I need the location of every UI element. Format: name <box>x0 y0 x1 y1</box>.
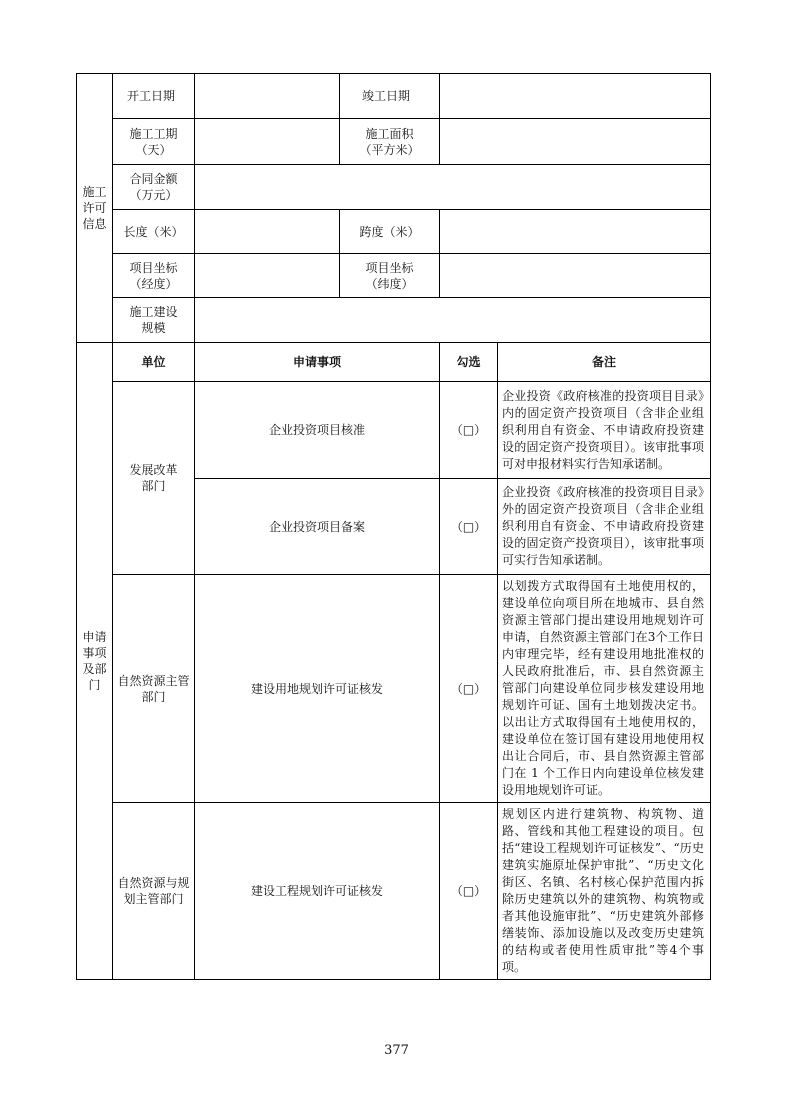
checkbox[interactable]: （□） <box>440 575 498 803</box>
length-field[interactable] <box>195 210 340 254</box>
unit-natural-resources: 自然资源主管 部门 <box>113 575 195 803</box>
row-dates <box>77 74 711 119</box>
area-field[interactable] <box>440 119 711 165</box>
label-contract-amount: 合同金额 （万元） <box>113 165 195 210</box>
table-row <box>77 575 711 803</box>
header-check: 勾选 <box>440 343 498 382</box>
row-coordinates <box>77 254 711 298</box>
duration-field[interactable] <box>195 119 340 165</box>
label-longitude: 项目坐标 （经度） <box>113 254 195 298</box>
row-duration-area <box>77 119 711 165</box>
label-area: 施工面积 （平方米） <box>340 119 440 165</box>
header-remark: 备注 <box>498 343 711 382</box>
remark-text: 规划区内进行建筑物、构筑物、道路、管线和其他工程建设的项目。包括“建设工程规划许可证核发”、“历史建筑实施原址保护审批”、“历史文化街区、名镇、名村核心保护范围内拆除历史建筑以外的建筑物、构筑物或者其他设施审批”、“历史建筑外部修缮装饰、添加设施以及改变历史建筑的结构或者使用性质审批”等4个事项。 <box>498 803 711 980</box>
latitude-field[interactable] <box>440 254 711 298</box>
row-length-span <box>77 210 711 254</box>
checkbox[interactable]: （□） <box>440 803 498 980</box>
item-label: 建设工程规划许可证核发 <box>195 803 440 980</box>
label-start-date: 开工日期 <box>113 74 195 119</box>
row-scale <box>77 298 711 343</box>
label-end-date: 竣工日期 <box>340 74 440 119</box>
table-row <box>77 382 711 479</box>
label-latitude: 项目坐标 （纬度） <box>340 254 440 298</box>
section-construction-permit-info: 施工 许可 信息 <box>77 74 113 343</box>
unit-development-reform: 发展改革 部门 <box>113 382 195 575</box>
remark-text: 企业投资《政府核准的投资项目目录》外的固定资产投资项目（含非企业组织利用自有资金、不申请政府投资建设的固定资产投资项目），该审批事项可实行告知承诺制。 <box>498 479 711 575</box>
page-number: 377 <box>384 1043 409 1058</box>
item-label: 建设用地规划许可证核发 <box>195 575 440 803</box>
header-unit: 单位 <box>113 343 195 382</box>
item-label: 企业投资项目备案 <box>195 479 440 575</box>
label-span: 跨度（米） <box>340 210 440 254</box>
start-date-field[interactable] <box>195 74 340 119</box>
label-length: 长度（米） <box>113 210 195 254</box>
header-item: 申请事项 <box>195 343 440 382</box>
table-row <box>77 803 711 980</box>
row-contract <box>77 165 711 210</box>
section-application-items: 申请 事项 及部 门 <box>77 343 113 980</box>
span-field[interactable] <box>440 210 711 254</box>
label-duration: 施工工期 （天） <box>113 119 195 165</box>
remark-text: 以划拨方式取得国有土地使用权的，建设单位向项目所在地城市、县自然资源主管部门提出建设用地规划许可申请，自然资源主管部门在3个工作日内审理完毕，经有建设用地批准权的人民政府批准后，市、县自然资源主管部门向建设单位同步核发建设用地规划许可证、国有土地划拨决定书。以出让方式取得国有土地使用权的，建设单位在签订国有建设用地使用权出让合同后，市、县自然资源主管部门在 1 个工作日内向建设单位核发建设用地规划许可证。 <box>498 575 711 803</box>
label-construction-scale: 施工建设 规模 <box>113 298 195 343</box>
permit-form-table <box>76 73 711 980</box>
contract-amount-field[interactable] <box>195 165 711 210</box>
remark-text: 企业投资《政府核准的投资项目目录》内的固定资产投资项目（含非企业组织利用自有资金、不申请政府投资建设的固定资产投资项目）。该审批事项可对申报材料实行告知承诺制。 <box>498 382 711 479</box>
row-header <box>77 343 711 382</box>
longitude-field[interactable] <box>195 254 340 298</box>
item-label: 企业投资项目核准 <box>195 382 440 479</box>
construction-scale-field[interactable] <box>195 298 711 343</box>
unit-natural-resources-planning: 自然资源与规 划主管部门 <box>113 803 195 980</box>
end-date-field[interactable] <box>440 74 711 119</box>
checkbox[interactable]: （□） <box>440 382 498 479</box>
checkbox[interactable]: （□） <box>440 479 498 575</box>
